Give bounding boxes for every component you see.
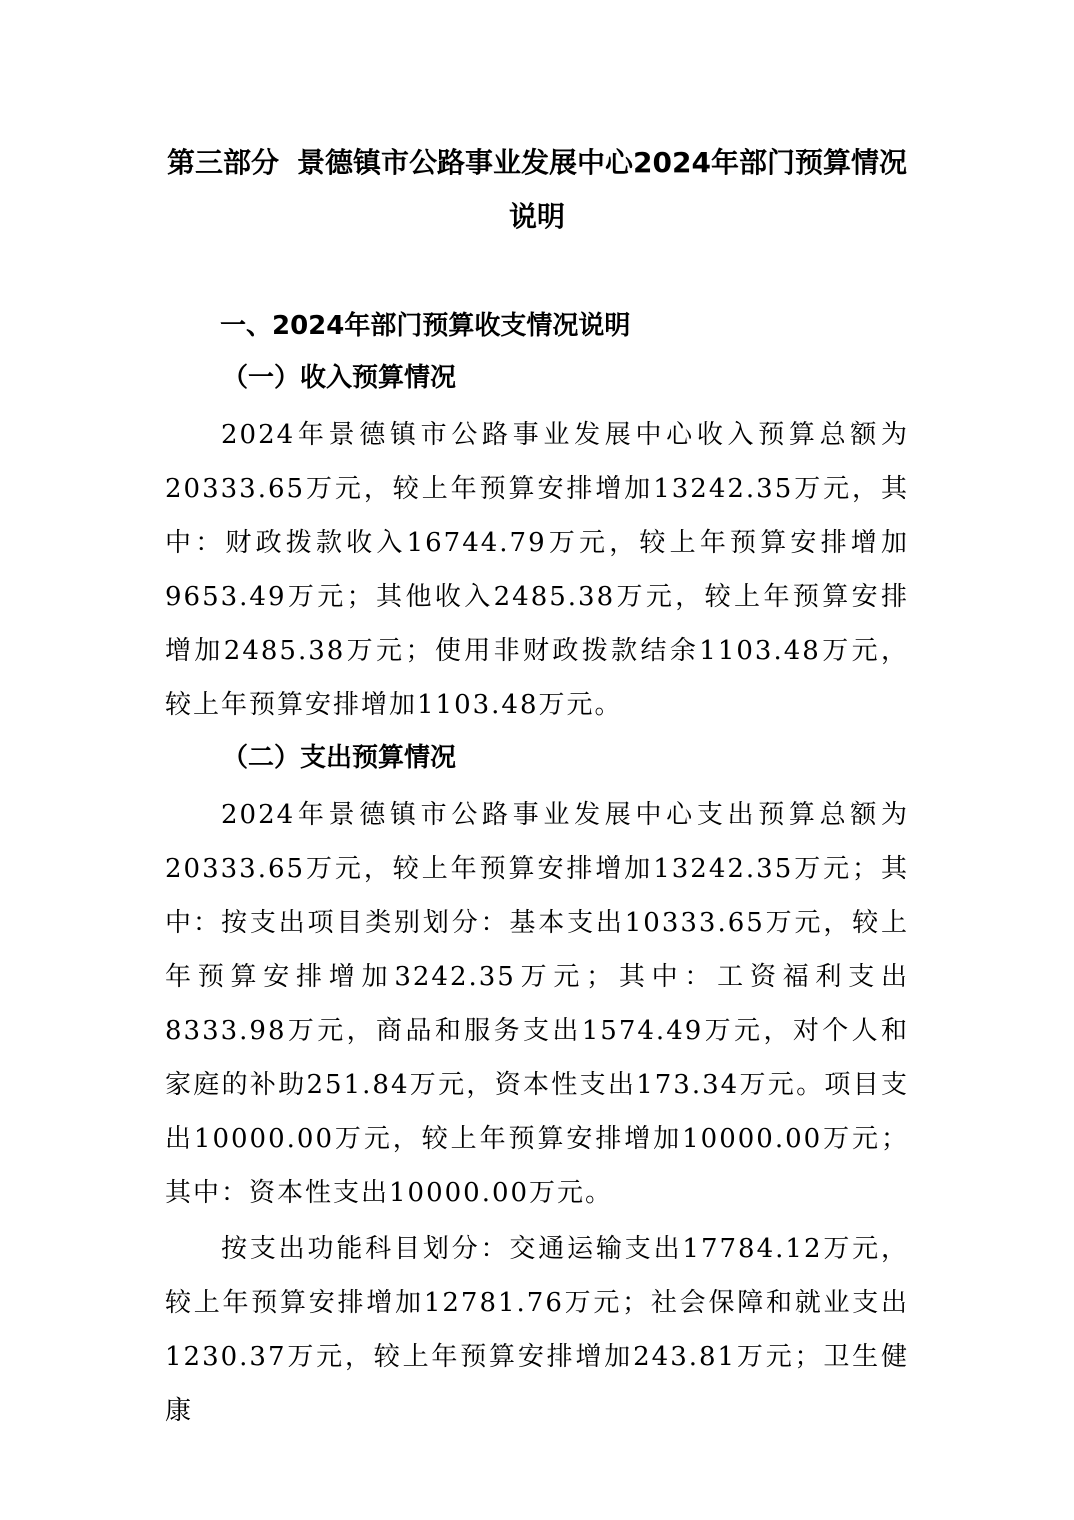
paragraph-expense-by-function: 按支出功能科目划分：交通运输支出17784.12万元，较上年预算安排增加12781.76万元；社会保障和就业支出1230.37万元，较上年预算安排增加243.81万元；卫生健康 bbox=[165, 1234, 909, 1426]
document-title bbox=[165, 136, 909, 244]
paragraph-income-budget: 2024年景德镇市公路事业发展中心收入预算总额为20333.65万元，较上年预算安排增加13242.35万元，其中：财政拨款收入16744.79万元，较上年预算安排增加9653.49万元；其他收入2485.38万元，较上年预算安排增加2485.38万元；使用非财政拨款结余1103.48万元，较上年预算安排增加1103.48万元。 bbox=[165, 420, 909, 720]
paragraph-expense-budget: 2024年景德镇市公路事业发展中心支出预算总额为20333.65万元，较上年预算安排增加13242.35万元；其中： bbox=[165, 800, 909, 938]
subsection-heading-income: （一）收入预算情况 bbox=[222, 363, 457, 393]
section-heading-1: 一、2024年部门预算收支情况说明 bbox=[220, 311, 631, 341]
subsection-heading-expense: （二）支出预算情况 bbox=[222, 743, 457, 773]
paragraph-expense-by-item: 按支出项目类别划分：基本支出10333.65万元，较上年预算安排增加3242.35万元；其中：工资福利支出8333.98万元，商品和服务支出1574.49万元，对个人和家庭的补助251.84万元，资本性支出173.34万元。项目支出10000.00万元，较上年预算安排增加10000.00万元；其中：资本性支出10000.00万元。 bbox=[165, 908, 909, 1208]
title-main: 景德镇市公路事业发展中心2024年部门预算情况说明 bbox=[297, 146, 907, 233]
title-part: 第三部分 bbox=[167, 146, 280, 179]
